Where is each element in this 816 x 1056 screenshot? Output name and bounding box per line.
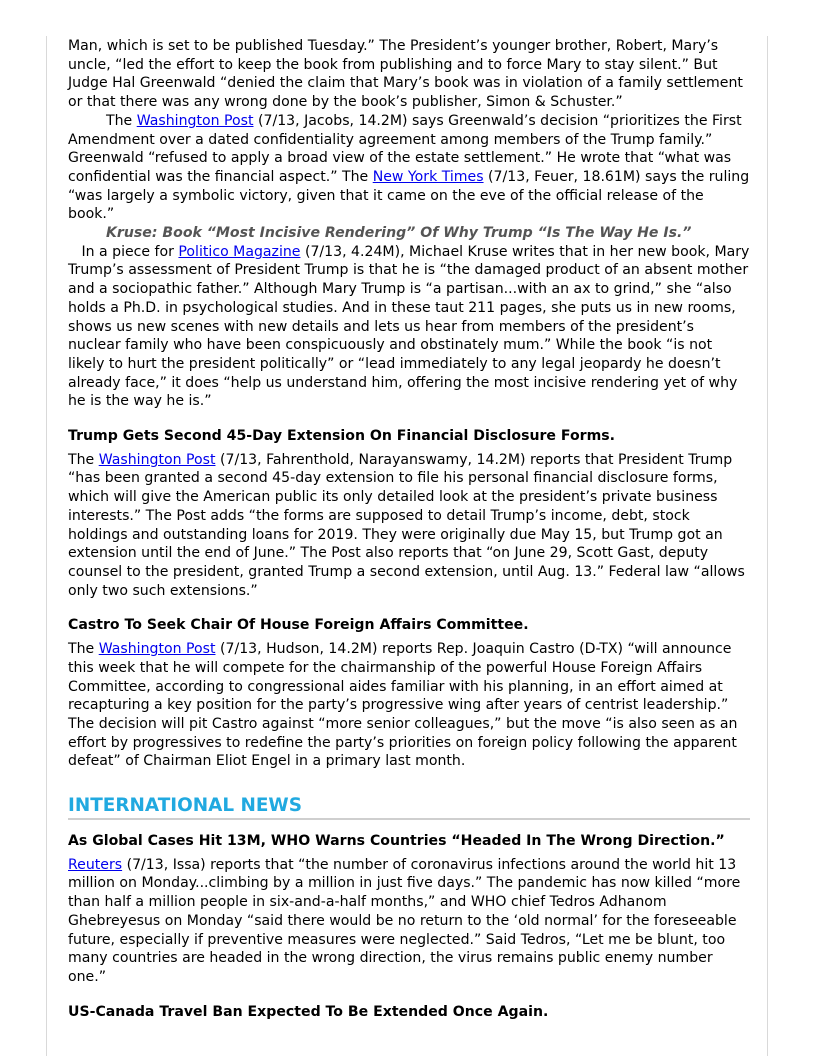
story-body: The Washington Post (7/13, Hudson, 14.2M) reports Rep. Joaquin Castro (D-TX) “will announce this week that he will compete for the chairmanship of the powerful House Foreign Affairs Committee, according to congressional aides familiar with his planning, in an effort aimed at recapturing a key position for the party’s progressive wing after years of centrist leadership.” The decision will pit Castro against “more senior colleagues,” but the move “is also seen as an effort by progressives to redefine the party’s priorities on foreign policy following the apparent defeat” of Chairman Eliot Engel in a primary last month. bbox=[68, 641, 738, 770]
story-headline: Trump Gets Second 45-Day Extension On Financial Disclosure Forms. bbox=[68, 428, 616, 445]
story-headline: Castro To Seek Chair Of House Foreign Affairs Committee. bbox=[68, 617, 529, 634]
article-paragraph-kruse: Kruse: Book “Most Incisive Rendering” Of Why Trump “Is The Way He Is.” In a piece for Politico Magazine (7/13, 4.24M), Michael Kruse writes that in her new book, Mary Trump’s assessment of President Trump is that he is “the damaged product of an absent mother and a sociopathic father.” Although Mary Trump is “a partisan...with an ax to grind,” she “also holds a Ph.D. in psychological studies. And in these taut 211 pages, she puts us in new rooms, shows us new scenes with new details and lets us hear from members of the president’s nuclear family who have been conspicuously and obstinately mum.” While the book “is not likely to hurt the president politically” or “lead immediately to any legal jeopardy he doesn’t already face,” it does “help us understand him, offering the most incisive rendering yet of why he is the way he is.” bbox=[68, 225, 750, 410]
politico-magazine-link[interactable]: Politico Magazine bbox=[178, 243, 301, 260]
kruse-subheadline: Kruse: Book “Most Incisive Rendering” Of Why Trump “Is The Way He Is.” bbox=[106, 225, 692, 242]
story-headline: As Global Cases Hit 13M, WHO Warns Countries “Headed In The Wrong Direction.” bbox=[68, 833, 725, 850]
article-continuation: Man, which is set to be published Tuesday.” The President’s younger brother, Robert, Mary’s uncle, “led the effort to keep the book from publishing and to force Mary to stay silent.” But Judge Hal Greenwald “denied the claim that Mary’s book was in violation of a family settlement or that there was any wrong done by the book’s publisher, Simon & Schuster.” bbox=[68, 38, 743, 111]
story-body: Reuters (7/13, Issa) reports that “the number of coronavirus infections around the world hit 13 million on Monday...climbing by a million in just five days.” The pandemic has now killed “more than half a million people in six-and-a-half months,” and WHO chief Tedros Adhanom Ghebreyesus on Monday “said there would be no return to the ‘old normal’ for the foreseeable future, especially if preventive measures were neglected.” Said Tedros, “Let me be blunt, too many countries are headed in the wrong direction, the virus remains public enemy number one.” bbox=[68, 856, 741, 985]
story-body: The Washington Post (7/13, Fahrenthold, Narayanswamy, 14.2M) reports that President Trump “has been granted a second 45-day extension to file his personal financial disclosure forms, which will give the American public its only detailed look at the president’s private business interests.” The Post adds “the forms are supposed to detail Trump’s income, debt, stock holdings and outstanding loans for 2019. They were originally due May 15, but Trump got an extension until the end of June.” The Post also reports that “on June 29, Scott Gast, deputy counsel to the president, granted Trump a second extension, until Aug. 13.” Federal law “allows only two such extensions.” bbox=[68, 451, 745, 599]
washington-post-link[interactable]: Washington Post bbox=[136, 112, 254, 129]
reuters-link[interactable]: Reuters bbox=[68, 856, 123, 873]
washington-post-link[interactable]: Washington Post bbox=[98, 451, 216, 468]
section-heading-international-news: INTERNATIONAL NEWS bbox=[68, 795, 750, 820]
story-headline: US-Canada Travel Ban Expected To Be Extended Once Again. bbox=[68, 1003, 549, 1020]
newsletter-content bbox=[68, 37, 750, 1026]
new-york-times-link[interactable]: New York Times bbox=[372, 168, 484, 185]
article-paragraph: The Washington Post (7/13, Jacobs, 14.2M) says Greenwald’s decision “prioritizes the First Amendment over a dated confidentiality agreement among members of the Trump family.” Greenwald “refused to apply a broad view of the estate settlement.” He wrote that “what was confidential was the financial aspect.” The New York Times (7/13, Feuer, 18.61M) says the ruling “was largely a symbolic victory, given that it came on the eve of the official release of the book.” bbox=[68, 112, 750, 223]
washington-post-link[interactable]: Washington Post bbox=[98, 641, 216, 658]
